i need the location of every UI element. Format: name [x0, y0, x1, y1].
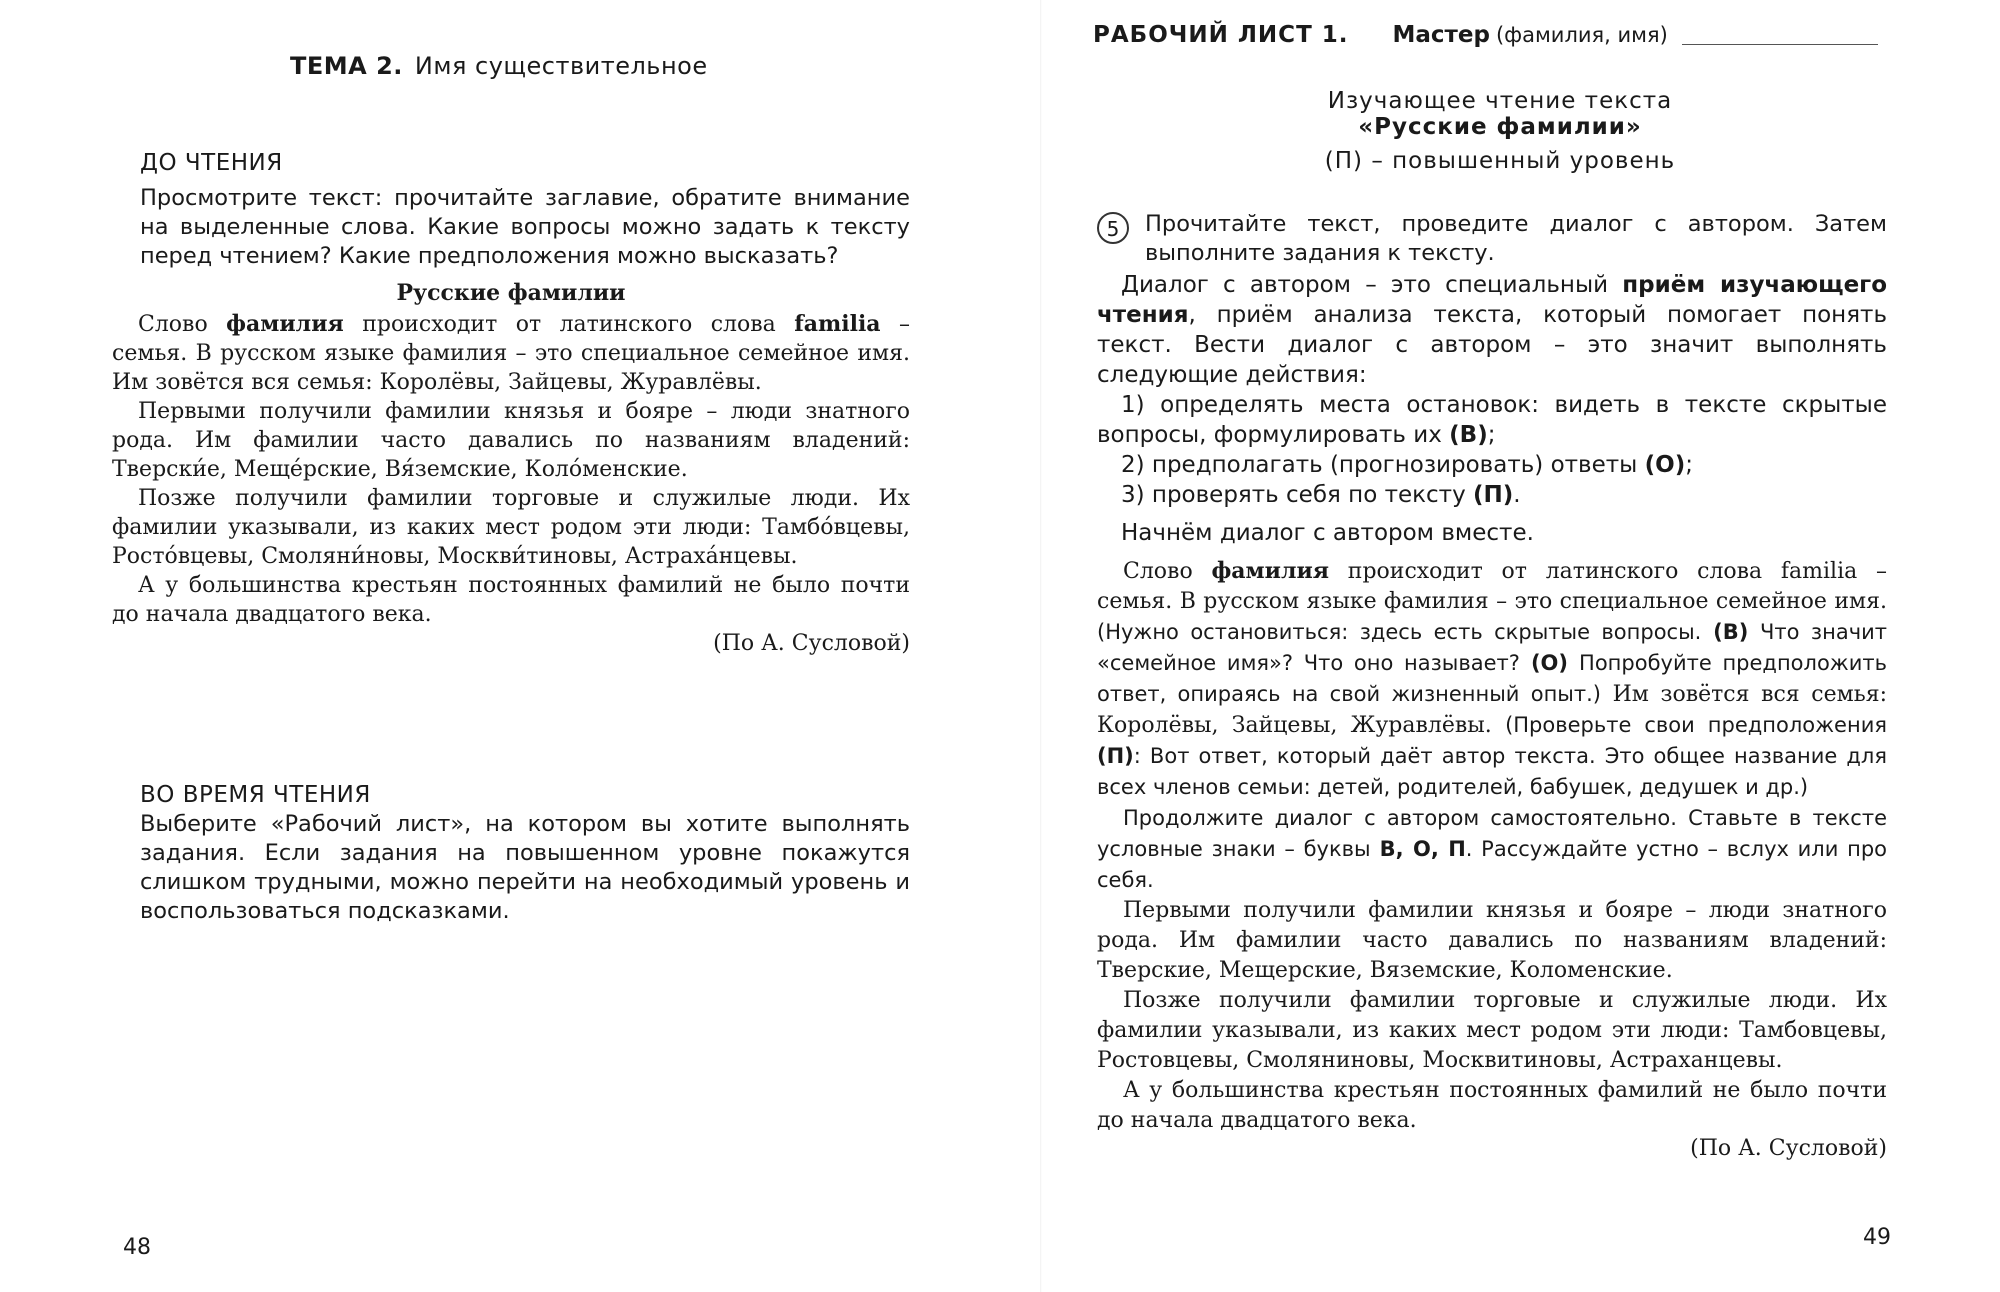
dialog-intro-bold: приём изучающего чтения — [1097, 272, 1887, 328]
name-field-hint: (фамилия, имя) — [1495, 23, 1668, 47]
story-paragraph-4: А у большинства крестьян постоянных фамилий не было почти до начала двадцатого века. — [112, 573, 910, 627]
subtitle-line-1: Изучающее чтение текста — [1327, 88, 1673, 114]
step-2-text: 2) предполагать (прогнозировать) ответы — [1121, 452, 1638, 478]
worksheet-label: РАБОЧИЙ ЛИСТ 1. — [1093, 22, 1349, 48]
step-3 — [1097, 480, 1887, 510]
dialog-intro-a: Диалог с автором – это специальный — [1121, 272, 1609, 298]
step-2 — [1097, 450, 1887, 480]
step-3-end: . — [1513, 482, 1521, 508]
start-together: Начнём диалог с автором вместе. — [1121, 520, 1534, 546]
step-1-end: ; — [1487, 422, 1496, 448]
before-reading-text: Просмотрите текст: прочитайте заглавие, обратите внимание на выделенные слова. Какие вопросы можно задать к тексту перед чтением? Какие предположения можно высказать? — [140, 185, 910, 269]
during-reading-text: Выберите «Рабочий лист», на котором вы хотите выполнять задания. Если задания на повышенном уровне покажутся слишком трудными, можно перейти на необходимый уровень и воспользоваться подсказками. — [140, 811, 910, 924]
worksheet-subtitle — [1100, 88, 1900, 174]
page-number-left: 48 — [123, 1235, 151, 1260]
continue-b: . Рассуждайте устно – вслух или про себя. — [1097, 837, 1888, 892]
book-gutter — [1040, 0, 1042, 1292]
story-p1-text-b: происходит от латинского слова — [362, 312, 776, 337]
topic-number: ТЕМА 2. — [290, 52, 403, 80]
para1-c: Им зовётся вся семья: Королёвы, Зайцевы, Журавлёвы. — [1097, 682, 1887, 738]
right-source: (По А. Сусловой) — [1690, 1136, 1887, 1161]
continue-instruction — [1097, 803, 1887, 896]
dialog-paragraph-1 — [1097, 556, 1887, 803]
task-block — [1097, 210, 1887, 548]
dialog-paragraph-2: Первыми получили фамилии князья и бояре – люди знатного рода. Им фамилии часто давались по названиям владений: Тверские, Мещерские, Вяземские, Коломенские. — [1097, 898, 1887, 983]
story-source: (По А. Сусловой) — [713, 631, 910, 656]
story-p1-text-a: Слово — [138, 312, 208, 337]
topic-title — [290, 52, 850, 80]
story-p1-text-c: – семья. В русском языке фамилия – это специальное семейное имя. Им зовётся вся семья: Королёвы, Зайцевы, Журавлёвы. — [112, 312, 911, 395]
para1-hint-4: (Проверьте свои предположения — [1505, 713, 1887, 737]
para1-keyword: фамилия — [1211, 558, 1330, 584]
dialog-paragraph-3: Позже получили фамилии торговые и служилые люди. Их фамилии указывали, из каких мест родом эти люди: Тамбовцевы, Ростовцевы, Смоляниновы, Москвитиновы, Астраханцевы. — [1097, 988, 1887, 1073]
dialog-intro — [1097, 270, 1887, 390]
para1-a: Слово — [1123, 559, 1193, 584]
story-paragraph-1 — [112, 310, 910, 397]
before-reading-heading: ДО ЧТЕНИЯ — [140, 150, 283, 176]
during-reading-heading: ВО ВРЕМЯ ЧТЕНИЯ — [140, 782, 371, 808]
continue-letters: В, О, П — [1379, 837, 1466, 861]
task-instruction — [1097, 210, 1887, 268]
name-fill-line — [1682, 26, 1878, 45]
step-3-text: 3) проверять себя по тексту — [1121, 482, 1466, 508]
before-reading-section — [140, 150, 910, 271]
during-reading-section — [140, 782, 910, 926]
topic-name: Имя существительное — [414, 52, 708, 80]
worksheet-header — [1093, 22, 1893, 48]
page-number-right: 49 — [1863, 1225, 1891, 1250]
story-block — [112, 280, 910, 656]
step-1-mark: (В) — [1449, 422, 1488, 448]
para1-hint-1: (Нужно остановиться: здесь есть скрытые вопросы. — [1097, 620, 1702, 644]
para1-mark-v: (В) — [1713, 620, 1749, 644]
para1-mark-p: (П) — [1097, 744, 1134, 768]
para1-b: происходит от латинского слова familia – семья. В русском языке фамилия – это специальное семейное имя. — [1097, 559, 1887, 614]
dialog-intro-b: , приём анализа текста, который помогает понять текст. Вести диалог с автором – это значит выполнять следующие действия: — [1097, 302, 1887, 388]
para1-hint-3: Попробуйте предположить ответ, опираясь на свой жизненный опыт.) — [1097, 651, 1887, 706]
para1-hint-2: Что значит «семейное имя»? Что оно называет? — [1097, 620, 1887, 675]
dialog-paragraph-4: А у большинства крестьян постоянных фамилий не было почти до начала двадцатого века. — [1097, 1078, 1887, 1133]
level-line: (П) – повышенный уровень — [1324, 148, 1676, 174]
step-1 — [1097, 390, 1887, 450]
step-2-mark: (О) — [1644, 452, 1686, 478]
step-2-end: ; — [1685, 452, 1693, 478]
story-paragraph-3: Позже получили фамилии торговые и служилые люди. Их фамилии указывали, из каких мест родом эти люди: Тамбо́вцевы, Росто́вцевы, Смоляни́новы, Москви́тиновы, Астраха́нцевы. — [112, 486, 910, 569]
continue-a: Продолжите диалог с автором самостоятельно. Ставьте в тексте условные знаки – буквы — [1097, 806, 1887, 861]
story-p1-keyword: фамилия — [226, 311, 344, 337]
task-text: Прочитайте текст, проведите диалог с автором. Затем выполните задания к тексту. — [1145, 211, 1887, 266]
para1-hint-5: : Вот ответ, который даёт автор текста. Это общее название для всех членов семьи: детей, родителей, бабушек, дедушек и др.) — [1097, 744, 1887, 799]
step-1-text: 1) определять места остановок: видеть в тексте скрытые вопросы, формулировать их — [1097, 392, 1887, 448]
step-3-mark: (П) — [1473, 482, 1514, 508]
subtitle-line-2: «Русские фамилии» — [1358, 114, 1642, 140]
master-label: Мастер — [1392, 22, 1490, 48]
story-title: Русские фамилии — [396, 280, 626, 306]
story-paragraph-2: Первыми получили фамилии князья и бояре – люди знатного рода. Им фамилии часто давались по названиям владений: Тверски́е, Меще́рские, Вя́земские, Коло́менские. — [112, 399, 910, 482]
task-number-circle: 5 — [1097, 212, 1129, 244]
dialog-text-block — [1097, 556, 1887, 1161]
story-p1-latin: familia — [794, 311, 881, 337]
para1-mark-o: (О) — [1530, 651, 1569, 675]
